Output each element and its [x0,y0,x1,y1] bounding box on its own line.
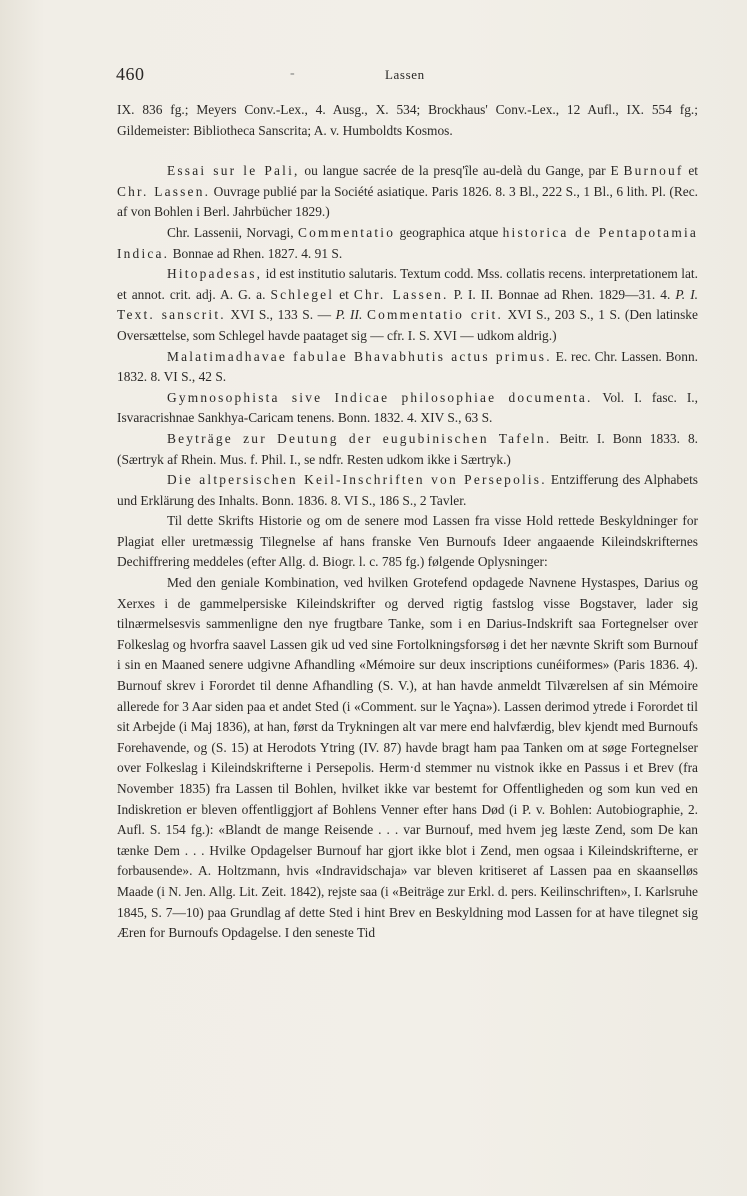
spaced-title: Commentatio crit. [366,307,504,323]
italic-part: P. I. [675,286,698,302]
text-segment: Beitr. I. Bonn 1833. 8. (Særtryk af Rhein. Mus. f. Phil. I., se ndfr. Resten udkom ikke i Særtryk.) [117,430,699,467]
spaced-name: Chr. Lassen. [117,183,211,199]
paragraph-history-body [117,573,698,944]
paragraph-bib-essai-pali [117,161,698,223]
page-number: 460 [116,64,145,84]
text-segment: E. rec. Chr. Lassen. Bonn. 1832. 8. VI S., 42 S. [117,348,698,385]
paragraph-history-intro [117,511,698,573]
paragraph-continuation [117,100,698,141]
text-segment: ou langue sacrée de la presq'île au-delà du Gange, par E [299,163,624,179]
spaced-title: Malatimadhavae fabulae Bhavabhutis actus primus. [167,348,552,364]
header-dash: - [290,66,295,81]
spaced-title: Text. sanscrit. [117,307,226,323]
text-segment: et [683,163,699,179]
text-segment: Med den geniale Kombination, ved hvilken Grotefend opdagede Navnene Hystaspes, Darius og Xerxes i de gammelpersiske Kileindskrifter og derved rigtig fastslog visse Bogstaver, lader sig tilnærmelsesvis sammenligne den nye frugtbare Tanke, som i en Darius-Indskrift saa Fortegnelser over Folkeslag og hvorfra saavel Lassen gik ud ved sine Fortolkningsforsøg i det her nævnte Skrift som Burnouf i sin en Maaned senere udgivne Afhandling «Mémoire sur deux inscriptions cunéiformes» (Paris 1836. 4). Burnouf skrev i Forordet til denne Afhandling (S. V.), at han havde anmeldt Tilværelsen af sin Mémoire allerede for 3 Aar siden paa et andet Sted (i «Comment. sur le Yaçna»). Lassen derimod ytrede i Forordet til sit Arbejde (i Maj 1836), at han, først da Trykningen alt var mere end halvfærdig, blev kjendt med Burnoufs Forehavende, og (S. 15) at Herodots Ytring (IV. 87) havde bragt ham paa Tanken om at søge Fortegnelser over Folkeslag i Kileindskrifterne i Persepolis. Herm·d stemmer nu vistnok ikke en Passus i et Brev (fra November 1835) fra Lassen til Bohlen, hvilket ikke var bestemt for Offentligheden og som kun ved en Indiskretion er bleven offentliggjort af Bohlens Venner efter hans Død (i P. v. Bohlen: Autobiographie, 2. Aufl. S. 154 fg.): «Blandt de mange Reisende . . . var Burnouf, med hvem jeg læste Zend, som De kan tænke Dem . . . Hvilke Opdagelser Burnouf har gjort ikke blot i Zend, men ogsaa i Kileindskrifterne, er forbausende». A. Holtzmann, hvis «Indravidschaja» var bleven kritiseret af Lassen paa en skaanselløs Maade (i N. Jen. Allg. Lit. Zeit. 1842), rejste saa (i «Beiträge zur Erkl. d. pers. Keilinschriften», I. Karlsruhe 1845, S. 7—10) paa Grundlag af dette Sted i hint Brev en Beskyldning mod Lassen for at have tilegnet sig Æren for Burnoufs Opdagelse. I den seneste Tid [117,575,698,941]
spaced-title: Beyträge zur Deutung der eugubinischen Tafeln. [167,430,552,446]
page-header [0,64,747,88]
text-segment: Chr. Lassenii, Norvagi, [167,224,298,240]
spaced-title: Essai sur le Pali, [167,163,300,179]
spaced-title: Gymnosophista sive Indicae philosophiae documenta. [167,389,593,405]
text-segment: Bonnae ad Rhen. 1827. 4. 91 S. [169,245,343,261]
paragraph-bib-malatimadhava [117,347,698,388]
spaced-title: Commentatio [298,224,396,240]
text-segment: id est institutio salutaris. Textum codd. Mss. collatis recens. interpretationem lat. et annot. crit. adj. A. G. a. [117,266,698,302]
spaced-name: Schlegel [270,286,335,302]
paragraph-bib-keil-inschriften [117,470,698,511]
text-segment: Ouvrage publié par la Société asiatique. Paris 1826. 8. 3 Bl., 222 S., 1 Bl., 6 lith. Pl. (Rec. af von Bohlen i Berl. Jahrbücher 1829.) [117,183,698,220]
paragraph-bib-beytraege [117,429,698,470]
paragraph-bib-commentatio [117,223,698,264]
body-text [117,100,698,944]
italic-part: P. II. [335,307,363,323]
text-segment: geographica atque [395,224,503,240]
text-segment: XVI S., 133 S. — [225,307,336,323]
text-segment: Entzifferung des Alphabets und Erklärung des Inhalts. Bonn. 1836. 8. VI S., 186 S., 2 Tavler. [117,472,698,508]
text-segment: IX. 836 fg.; Meyers Conv.-Lex., 4. Ausg., X. 534; Brockhaus' Conv.-Lex., 12 Aufl., IX. 554 fg.; Gildemeister: Bibliotheca Sanscrita; A. v. Humboldts Kosmos. [117,102,698,138]
text-segment: Til dette Skrifts Historie og om de senere mod Lassen fra visse Hold rettede Beskyldninger for Plagiat eller uretmæssig Tilegnelse af hans franske Ven Burnoufs Ideer angaaende Kileindskrifternes Dechiffrering meddeles (efter Allg. d. Biogr. l. c. 785 fg.) følgende Oplysninger: [117,513,698,570]
spaced-name: Burnouf [623,163,684,179]
running-head: Lassen [385,67,425,82]
spaced-title: Hitopadesas, [167,266,263,282]
text-segment: XVI S., 203 S., 1 S. (Den latinske Oversættelse, som Schlegel havde paataget sig — cfr. I. S. XVI — udkom aldrig.) [117,307,698,343]
paragraph-bib-gymnosophista [117,388,698,429]
spaced-title: historica de Pentapotamia Indica. [117,224,699,261]
spaced-name: Chr. Lassen. [353,286,449,302]
text-segment: P. I. II. Bonnae ad Rhen. 1829—31. 4. [448,286,676,302]
text-segment: et [334,286,354,302]
spaced-title: Die altpersischen Keil-Inschriften von Persepolis. [167,472,547,488]
text-segment: Vol. I. fasc. I., Isvaracrishnae Sankhya-Caricam tenens. Bonn. 1832. 4. XIV S., 63 S. [117,389,698,426]
paragraph-bib-hitopadesas [117,264,698,346]
